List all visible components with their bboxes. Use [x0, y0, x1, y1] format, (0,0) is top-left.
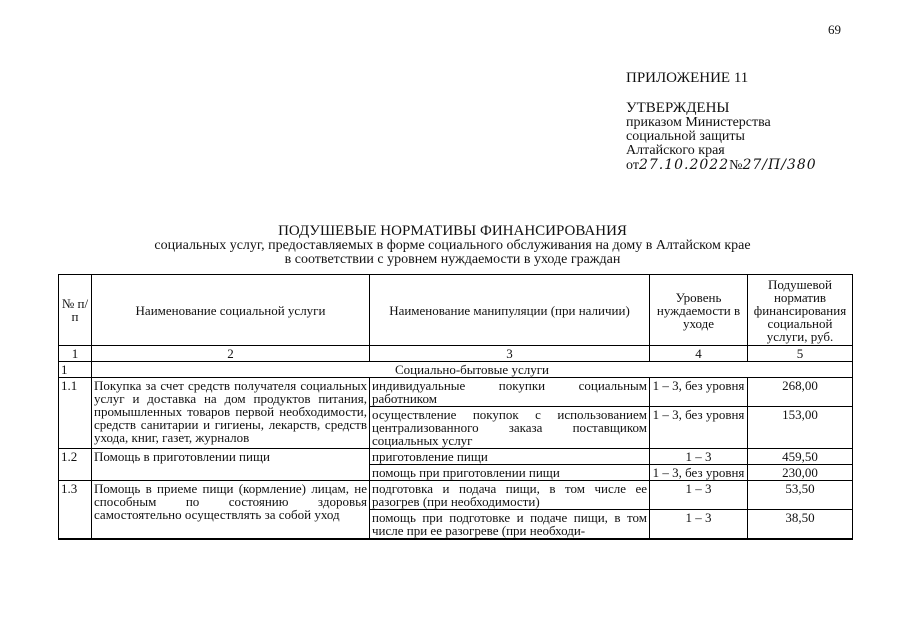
manipulation-name: помощь при подготовке и подаче пищи, в том числе при ее разогреве (при необходи- [370, 510, 650, 540]
date-prefix: от [626, 158, 639, 173]
header-level: Уровень нуждаемости в уходе [650, 275, 748, 346]
need-level: 1 – 3 [650, 449, 748, 465]
colnum: 1 [59, 346, 92, 362]
approval-line: социальной защиты [626, 129, 745, 144]
row-num: 1.3 [59, 481, 92, 540]
norm-value: 38,50 [748, 510, 853, 540]
table-row [59, 449, 853, 465]
approval-date-line [626, 158, 817, 173]
colnum: 5 [748, 346, 853, 362]
manipulation-name: подготовка и подача пищи, в том числе ее разогрев (при необходимости) [370, 481, 650, 510]
need-level: 1 – 3 [650, 510, 748, 540]
handwritten-date: 27.10.2022 [638, 157, 730, 173]
colnum: 4 [650, 346, 748, 362]
norm-value: 153,00 [748, 407, 853, 449]
column-number-row [59, 346, 853, 362]
service-name: Покупка за счет средств получателя социальных услуг и доставка на дом продуктов питания, промышленных товаров первой необходимости, средств санитарии и гигиены, лекарств, средств ухода, книг, газет, журналов [92, 378, 370, 449]
page-number: 69 [828, 22, 841, 37]
service-name: Помощь в приеме пищи (кормление) лицам, не способным по состоянию здоровья самостоятельно осуществлять за собой уход [92, 481, 370, 540]
service-name: Помощь в приготовлении пищи [92, 449, 370, 481]
row-num: 1.1 [59, 378, 92, 449]
section-row [59, 362, 853, 378]
norm-value: 268,00 [748, 378, 853, 407]
need-level: 1 – 3 [650, 481, 748, 510]
header-service: Наименование социальной услуги [92, 275, 370, 346]
norm-value: 53,50 [748, 481, 853, 510]
norms-table [58, 274, 853, 540]
table-row [59, 481, 853, 510]
title-sub: в соответствии с уровнем нуждаемости в уходе граждан [284, 252, 621, 267]
row-num: 1.2 [59, 449, 92, 481]
title-main: ПОДУШЕВЫЕ НОРМАТИВЫ ФИНАНСИРОВАНИЯ [278, 223, 627, 239]
need-level: 1 – 3, без уровня [650, 465, 748, 481]
norm-value: 230,00 [748, 465, 853, 481]
approved-label: УТВЕРЖДЕНЫ [626, 100, 730, 116]
appendix-label: ПРИЛОЖЕНИЕ 11 [626, 70, 749, 86]
manipulation-name: помощь при приготовлении пищи [370, 465, 650, 481]
section-num: 1 [59, 362, 92, 378]
manipulation-name: осуществление покупок с использованием централизованного заказа поставщиком социальных услуг [370, 407, 650, 449]
approval-line: Алтайского края [626, 143, 725, 158]
manipulation-name: индивидуальные покупки социальным работником [370, 378, 650, 407]
manipulation-name: приготовление пищи [370, 449, 650, 465]
number-prefix: № [729, 158, 743, 173]
colnum: 2 [92, 346, 370, 362]
header-norm: Подушевой норматив финансирования социальной услуги, руб. [748, 275, 853, 346]
header-manipulation: Наименование манипуляции (при наличии) [370, 275, 650, 346]
header-num: № п/п [59, 275, 92, 346]
document-title [0, 223, 905, 267]
approval-line: приказом Министерства [626, 115, 771, 130]
colnum: 3 [370, 346, 650, 362]
approval-block [626, 71, 817, 173]
need-level: 1 – 3, без уровня [650, 378, 748, 407]
title-sub: социальных услуг, предоставляемых в форме социального обслуживания на дому в Алтайском крае [154, 238, 751, 253]
handwritten-number: 27/П/380 [742, 157, 817, 173]
section-title: Социально-бытовые услуги [92, 362, 853, 378]
norm-value: 459,50 [748, 449, 853, 465]
table-row [59, 378, 853, 407]
table-header-row [59, 275, 853, 346]
need-level: 1 – 3, без уровня [650, 407, 748, 449]
